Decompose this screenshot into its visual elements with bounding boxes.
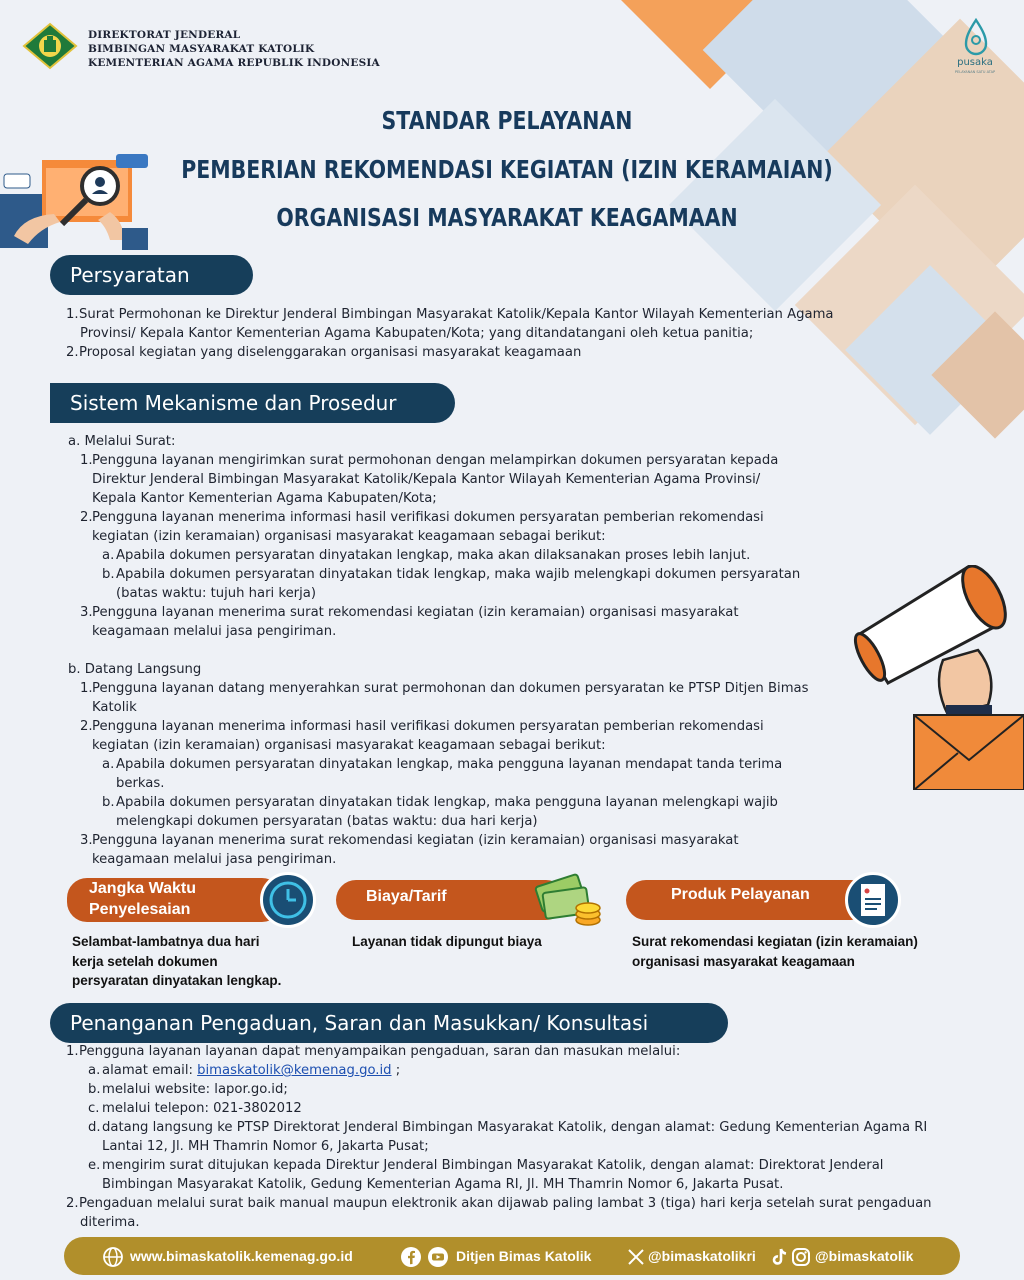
jangka-waktu-label: [67, 878, 282, 922]
list-number: b.: [102, 567, 115, 582]
sub-heading-a: a. Melalui Surat:: [68, 434, 176, 449]
list-item: [66, 305, 946, 324]
list-item: [66, 1080, 1006, 1099]
mekanisme-content: [68, 432, 888, 869]
list-number: 2.: [80, 719, 93, 734]
biaya-tarif-label: [336, 880, 566, 920]
list-text: Proposal kegiatan yang diselenggarakan organisasi masyarakat keagamaan: [79, 345, 582, 360]
list-number: e.: [88, 1158, 101, 1173]
list-number: 1.: [66, 1044, 79, 1059]
list-text: Pengguna layanan menerima informasi hasil verifikasi dokumen persyaratan pemberian rekomendasi: [92, 510, 764, 525]
list-item: [66, 1061, 1006, 1080]
list-item-cont: berkas.: [116, 776, 165, 791]
list-item: [66, 1042, 1006, 1061]
tiktok-icon[interactable]: [770, 1237, 790, 1275]
list-item-cont: Kepala Kantor Kementerian Agama Kabupaten/Kota;: [92, 491, 437, 506]
list-item: [68, 717, 888, 736]
list-text: datang langsung ke PTSP Direktorat Jenderal Bimbingan Masyarakat Katolik, dengan alamat: Gedung Kementerian Agama RI: [102, 1120, 928, 1135]
biaya-desc: Layanan tidak dipungut biaya: [352, 934, 542, 949]
list-text: Apabila dokumen persyaratan dinyatakan tidak lengkap, maka wajib melengkapi dokumen persyaratan: [116, 567, 801, 582]
kemenag-emblem-icon: [22, 22, 78, 70]
pusaka-brand: pusaka: [957, 57, 993, 68]
list-number: b.: [88, 1082, 101, 1097]
list-number: b.: [102, 795, 115, 810]
jangka-label-line2: Penyelesaian: [89, 901, 191, 918]
sub-heading-b: b. Datang Langsung: [68, 662, 202, 677]
list-item: [66, 1118, 1006, 1137]
list-text: Pengguna layanan layanan dapat menyampaikan pengaduan, saran dan masukan melalui:: [79, 1044, 681, 1059]
list-text: Apabila dokumen persyaratan dinyatakan lengkap, maka pengguna layanan mendapat tanda terima: [116, 757, 783, 772]
pengaduan-content: [66, 1042, 1006, 1232]
jangka-desc-line: kerja setelah dokumen: [72, 953, 218, 969]
list-number: d.: [88, 1120, 101, 1135]
list-text: alamat email:: [102, 1063, 198, 1078]
list-text: Pengguna layanan datang menyerahkan surat permohonan dan dokumen persyaratan ke PTSP Ditjen Bimas: [92, 681, 809, 696]
page-title-line-3: ORGANISASI MASYARAKAT KEAGAMAAN: [276, 203, 738, 232]
list-text: Apabila dokumen persyaratan dinyatakan tidak lengkap, maka pengguna layanan melengkapi wajib: [116, 795, 778, 810]
clock-icon: [260, 872, 316, 928]
org-line-1: DIREKTORAT JENDERAL: [88, 29, 241, 41]
list-item: [68, 451, 888, 470]
org-header: [88, 28, 380, 70]
list-number: 1.: [80, 681, 93, 696]
list-text: Pengguna layanan menerima surat rekomendasi kegiatan (izin keramaian) organisasi masyarakat: [92, 833, 739, 848]
list-item-cont: Provinsi/ Kepala Kantor Kementerian Agama Kabupaten/Kota; yang ditandatangani oleh ketua panitia;: [80, 326, 754, 341]
footer-website-link[interactable]: www.bimaskatolik.kemenag.go.id: [130, 1248, 353, 1264]
list-item-cont: melengkapi dokumen persyaratan (batas waktu: dua hari kerja): [116, 814, 538, 829]
pusaka-brand-sub: PELAYANAN SATU ATAP: [954, 70, 996, 74]
list-item-cont: Katolik: [92, 700, 137, 715]
list-item: [68, 793, 888, 812]
section-heading-pengaduan: Penanganan Pengaduan, Saran dan Masukkan/ Konsultasi: [50, 1003, 728, 1043]
list-item-cont: keagamaan melalui jasa pengiriman.: [92, 624, 337, 639]
money-icon: [534, 870, 604, 932]
produk-desc-line: Surat rekomendasi kegiatan (izin keramaian): [632, 934, 918, 949]
biaya-label-text: Biaya/Tarif: [366, 888, 447, 905]
list-text: melalui telepon: 021-3802012: [102, 1101, 302, 1116]
pusaka-logo-icon: [960, 18, 992, 58]
list-text: melalui website: lapor.go.id;: [102, 1082, 288, 1097]
org-line-2: BIMBINGAN MASYARAKAT KATOLIK: [88, 43, 315, 55]
list-number: a.: [88, 1063, 101, 1078]
list-number: 2.: [66, 345, 79, 360]
footer-bar: [64, 1237, 960, 1275]
list-item: [68, 755, 888, 774]
list-item-cont: Direktur Jenderal Bimbingan Masyarakat Katolik/Kepala Kantor Wilayah Kementerian Agama Provinsi/: [92, 472, 761, 487]
instagram-icon[interactable]: [791, 1237, 811, 1275]
list-item-cont: Lantai 12, Jl. MH Thamrin Nomor 6, Jakarta Pusat;: [102, 1139, 429, 1154]
produk-desc-line: organisasi masyarakat keagamaan: [632, 953, 855, 969]
document-icon: [845, 872, 901, 928]
list-item: [68, 831, 888, 850]
list-text: Surat Permohonan ke Direktur Jenderal Bimbingan Masyarakat Katolik/Kepala Kantor Wilayah Kementerian Agama: [79, 307, 834, 322]
jangka-desc-line: Selambat-lambatnya dua hari: [72, 934, 260, 949]
list-number: a.: [102, 757, 115, 772]
list-number: 1.: [80, 453, 93, 468]
page-title-line-2: PEMBERIAN REKOMENDASI KEGIATAN (IZIN KERAMAIAN): [181, 155, 833, 184]
list-item: [68, 565, 888, 584]
search-illustration-icon: [0, 152, 150, 252]
megaphone-illustration-icon: [848, 565, 1024, 790]
list-number: 1.: [66, 307, 79, 322]
list-text: Pengaduan melalui surat baik manual maupun elektronik akan dijawab paling lambat 3 (tiga) hari kerja setelah surat pengaduan: [79, 1196, 932, 1211]
section-heading-persyaratan: Persyaratan: [50, 255, 253, 295]
list-text: Apabila dokumen persyaratan dinyatakan lengkap, maka akan dilaksanakan proses lebih lanjut.: [116, 548, 751, 563]
x-twitter-icon[interactable]: [626, 1237, 646, 1275]
section-heading-mekanisme: Sistem Mekanisme dan Prosedur: [50, 383, 455, 423]
page-title-line-1: STANDAR PELAYANAN: [381, 106, 633, 135]
footer-x-handle[interactable]: @bimaskatolikri: [648, 1248, 756, 1264]
list-item: [68, 508, 888, 527]
list-item: [66, 1156, 1006, 1175]
list-number: 2.: [80, 510, 93, 525]
list-text: Pengguna layanan mengirimkan surat permohonan dengan melampirkan dokumen persyaratan kepada: [92, 453, 779, 468]
persyaratan-list: [66, 305, 946, 362]
jangka-label-line1: Jangka Waktu: [89, 880, 196, 897]
list-number: 3.: [80, 833, 93, 848]
youtube-icon[interactable]: [426, 1237, 450, 1275]
org-line-3: KEMENTERIAN AGAMA REPUBLIK INDONESIA: [88, 57, 380, 69]
jangka-desc-line: persyaratan dinyatakan lengkap.: [72, 973, 282, 988]
list-number: 3.: [80, 605, 93, 620]
list-item-cont: kegiatan (izin keramaian) organisasi masyarakat keagamaan sebagai berikut:: [92, 529, 606, 544]
list-text: mengirim surat ditujukan kepada Direktur Jenderal Bimbingan Masyarakat Katolik, dengan alamat: Direktorat Jenderal: [102, 1158, 884, 1173]
list-item-cont: keagamaan melalui jasa pengiriman.: [92, 852, 337, 867]
produk-pelayanan-label: [626, 880, 871, 920]
globe-icon: [102, 1237, 124, 1275]
list-item-cont: (batas waktu: tujuh hari kerja): [116, 586, 316, 601]
produk-desc: [632, 932, 972, 971]
list-number: a.: [102, 548, 115, 563]
list-text: ;: [391, 1063, 401, 1078]
list-text: Pengguna layanan menerima informasi hasil verifikasi dokumen persyaratan pemberian rekomendasi: [92, 719, 764, 734]
produk-label-text: Produk Pelayanan: [671, 886, 810, 903]
list-text: Pengguna layanan menerima surat rekomendasi kegiatan (izin keramaian) organisasi masyarakat: [92, 605, 739, 620]
list-item: [66, 1194, 1006, 1213]
facebook-icon[interactable]: [400, 1237, 422, 1275]
list-item-cont: kegiatan (izin keramaian) organisasi masyarakat keagamaan sebagai berikut:: [92, 738, 606, 753]
jangka-desc: [72, 932, 322, 991]
list-item: [66, 343, 946, 362]
email-link[interactable]: bimaskatolik@kemenag.go.id: [197, 1063, 392, 1078]
list-item: [68, 546, 888, 565]
list-item: [68, 679, 888, 698]
list-number: 2.: [66, 1196, 79, 1211]
list-item-cont: diterima.: [80, 1215, 140, 1230]
list-item: [68, 603, 888, 622]
footer-social-name[interactable]: Ditjen Bimas Katolik: [456, 1248, 592, 1264]
footer-ig-handle[interactable]: @bimaskatolik: [815, 1248, 914, 1264]
list-item: [66, 1099, 1006, 1118]
list-item-cont: Bimbingan Masyarakat Katolik, Gedung Kementerian Agama RI, Jl. MH Thamrin Nomor 6, Jakarta Pusat.: [102, 1177, 784, 1192]
list-number: c.: [88, 1101, 100, 1116]
